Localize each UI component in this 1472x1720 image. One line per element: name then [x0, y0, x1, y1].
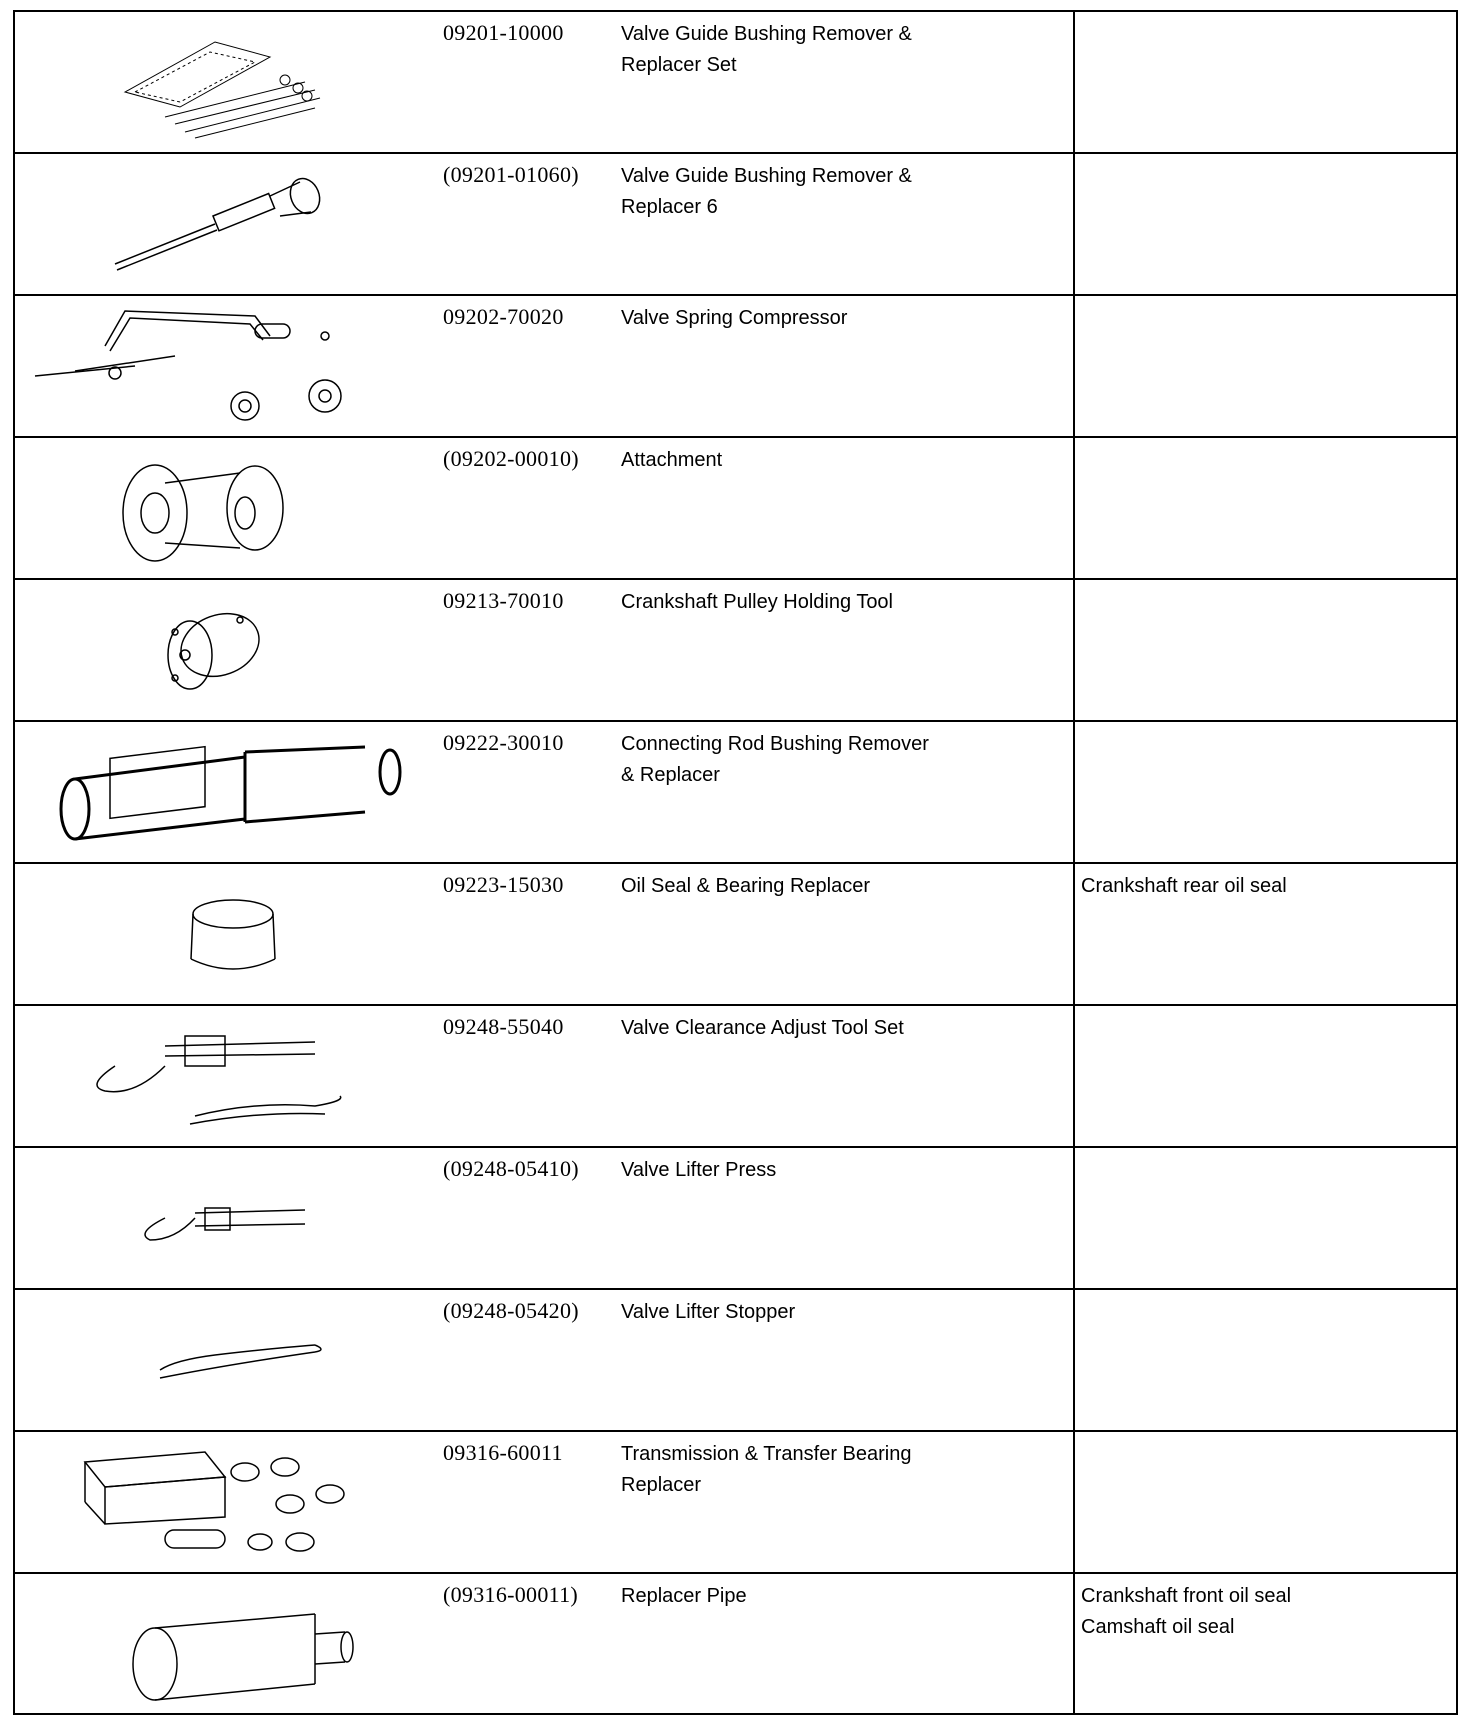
- column-divider: [1073, 1148, 1075, 1288]
- column-divider: [1073, 1006, 1075, 1146]
- tool-name: Valve Lifter Press: [621, 1159, 777, 1181]
- part-number: (09202-00010): [443, 446, 579, 471]
- tool-use: Crankshaft front oil seal Camshaft oil seal: [1081, 1585, 1292, 1638]
- table-row: [15, 1148, 1456, 1290]
- part-number: 09223-15030: [443, 872, 564, 897]
- table-row: [15, 296, 1456, 438]
- table-row: [15, 1006, 1456, 1148]
- table-row: [15, 722, 1456, 864]
- replacer-pipe-icon: [15, 1574, 435, 1714]
- column-divider: [1073, 1574, 1075, 1715]
- clearance-tool-set-icon: [15, 1006, 435, 1146]
- rod-bushing-tool-icon: [15, 722, 435, 862]
- attachment-icon: [15, 438, 435, 578]
- table-row: [15, 864, 1456, 1006]
- tool-name: Oil Seal & Bearing Replacer: [621, 875, 871, 897]
- part-number: 09222-30010: [443, 730, 564, 755]
- table-row: [15, 1574, 1456, 1715]
- seal-replacer-icon: [15, 864, 435, 1004]
- spring-compressor-icon: [15, 296, 435, 436]
- table-row: [15, 12, 1456, 154]
- part-number: (09316-00011): [443, 1582, 579, 1607]
- part-number: 09201-10000: [443, 20, 564, 45]
- part-number: (09248-05410): [443, 1156, 579, 1181]
- tool-name: Attachment: [621, 449, 723, 471]
- tool-name: Valve Guide Bushing Remover & Replacer 6: [621, 165, 912, 218]
- part-number: (09248-05420): [443, 1298, 579, 1323]
- table-row: [15, 438, 1456, 580]
- table-row: [15, 580, 1456, 722]
- column-divider: [1073, 154, 1075, 294]
- part-number: 09213-70010: [443, 588, 564, 613]
- part-number: 09248-55040: [443, 1014, 564, 1039]
- tool-name: Valve Clearance Adjust Tool Set: [621, 1017, 904, 1039]
- column-divider: [1073, 722, 1075, 862]
- column-divider: [1073, 1432, 1075, 1572]
- column-divider: [1073, 1290, 1075, 1430]
- column-divider: [1073, 296, 1075, 436]
- bushing-set-icon: [15, 12, 435, 152]
- column-divider: [1073, 864, 1075, 1004]
- part-number: 09316-60011: [443, 1440, 563, 1465]
- tool-name: Transmission & Transfer Bearing Replacer: [621, 1443, 912, 1496]
- part-number: (09201-01060): [443, 162, 579, 187]
- tool-name: Valve Guide Bushing Remover & Replacer Set: [621, 23, 912, 76]
- tool-name: Crankshaft Pulley Holding Tool: [621, 591, 894, 613]
- bearing-replacer-set-icon: [15, 1432, 435, 1572]
- column-divider: [1073, 580, 1075, 720]
- special-tools-table: [13, 10, 1458, 1715]
- remover-rod-icon: [15, 154, 435, 294]
- table-row: [15, 154, 1456, 296]
- tool-name: Valve Spring Compressor: [621, 307, 848, 329]
- tool-name: Valve Lifter Stopper: [621, 1301, 796, 1323]
- tool-use: Crankshaft rear oil seal: [1081, 875, 1287, 897]
- column-divider: [1073, 438, 1075, 578]
- lifter-press-icon: [15, 1148, 435, 1288]
- lifter-stopper-icon: [15, 1290, 435, 1430]
- pulley-holder-icon: [15, 580, 435, 720]
- table-row: [15, 1432, 1456, 1574]
- table-row: [15, 1290, 1456, 1432]
- part-number: 09202-70020: [443, 304, 564, 329]
- tool-name: Connecting Rod Bushing Remover & Replacer: [621, 733, 929, 786]
- tool-name: Replacer Pipe: [621, 1585, 747, 1607]
- column-divider: [1073, 12, 1075, 152]
